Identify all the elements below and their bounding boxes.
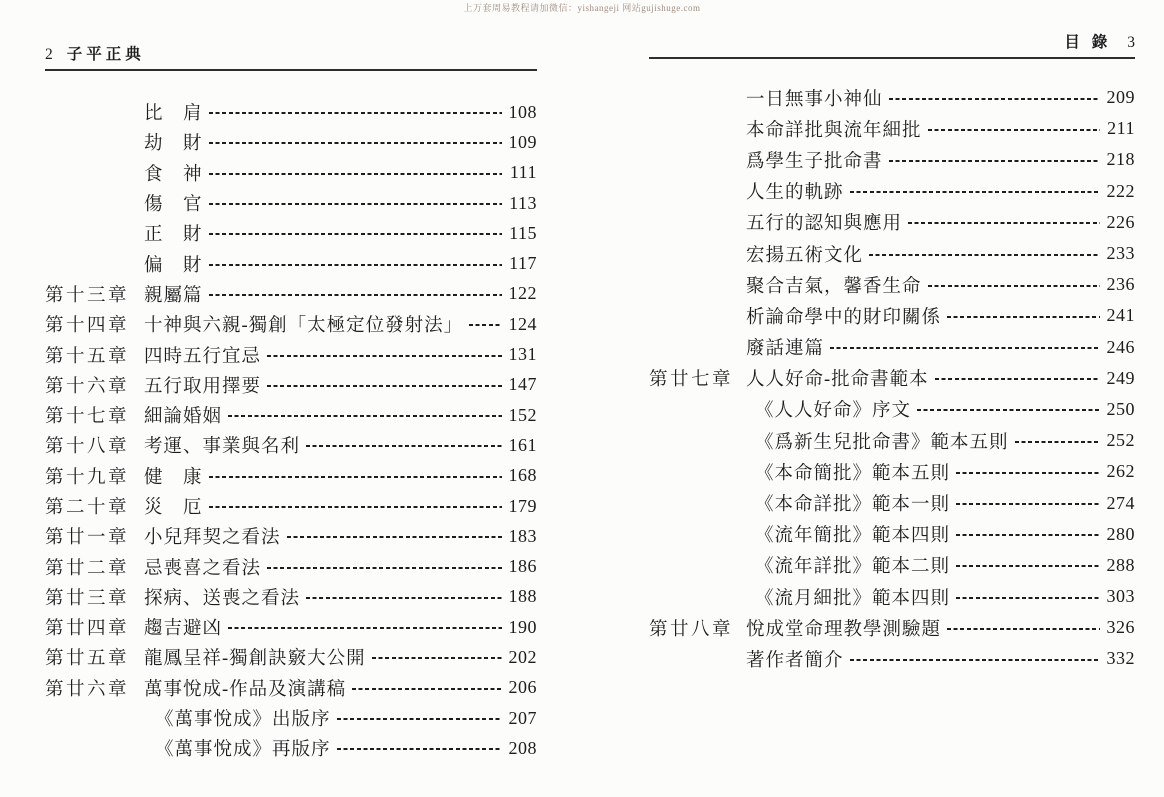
entry-page-number: 332 [1106,648,1135,669]
toc-entry [649,113,1135,144]
toc-entry [649,144,1135,175]
entry-page-number: 249 [1106,367,1135,388]
entry-page-number: 280 [1106,523,1135,544]
dotted-leader [889,160,1100,162]
entry-title: 《萬事悅成》再版序 [155,740,331,761]
toc-entry [649,82,1135,113]
chapter-label: 第廿四章 [45,619,130,640]
dotted-leader [956,534,1100,536]
entry-page-number: 252 [1106,430,1135,451]
toc-entry [649,643,1135,674]
entry-title: 劫 財 [144,134,203,155]
entry-title: 小兒拜契之看法 [144,528,281,549]
entry-title: 健 康 [144,467,203,488]
entry-page-number: 152 [508,404,537,425]
watermark-text: 上万套周易教程请加微信：yishangeji 网站gujishuge.com [463,3,701,13]
entry-title: 人生的軌跡 [746,183,844,204]
toc-entry [649,238,1135,269]
dotted-leader [209,294,502,296]
dotted-leader [928,129,1100,131]
book-page-left [45,42,537,764]
dotted-leader [209,142,502,144]
toc-entry [45,491,537,521]
entry-title: 《本命詳批》範本一則 [755,495,951,516]
entry-page-number: 241 [1106,305,1135,326]
dotted-leader [928,285,1100,287]
entry-title: 廢話連篇 [746,339,825,360]
toc-entry [45,733,537,763]
toc-entry [45,248,537,278]
dotted-leader [947,628,1100,630]
entry-page-number: 115 [509,222,537,243]
entry-page-number: 274 [1106,492,1135,513]
entry-page-number: 303 [1106,586,1135,607]
dotted-leader [469,324,502,326]
toc-entry [45,430,537,460]
entry-page-number: 122 [508,283,537,304]
entry-page-number: 124 [508,313,537,334]
toc-entry [45,612,537,642]
dotted-leader [306,597,502,599]
chapter-label: 第十四章 [45,316,130,337]
entry-page-number: 183 [508,525,537,546]
dotted-leader [209,233,502,235]
dotted-leader [209,173,502,175]
dotted-leader [209,203,502,205]
toc-entry [45,279,537,309]
dotted-leader [287,536,502,538]
dotted-leader [209,112,502,114]
chapter-label: 第廿二章 [45,558,130,579]
dotted-leader [267,567,502,569]
toc-entry [45,158,537,188]
entry-page-number: 179 [508,495,537,516]
chapter-label: 第廿六章 [45,679,130,700]
entry-page-number: 207 [508,707,537,728]
chapter-label: 第十五章 [45,346,130,367]
dotted-leader [850,191,1100,193]
chapter-label: 第廿八章 [649,619,734,640]
chapter-label: 第十七章 [45,407,130,428]
entry-title: 忌喪喜之看法 [144,558,262,579]
entry-title: 人人好命-批命書範本 [746,370,929,391]
toc-entry [649,456,1135,487]
dotted-leader [209,264,502,266]
entry-page-number: 161 [508,434,537,455]
entry-title: 比 肩 [144,104,203,125]
entry-page-number: 186 [508,556,537,577]
toc-entry [45,461,537,491]
toc-entry [45,188,537,218]
entry-title: 食 神 [144,164,203,185]
entry-page-number: 326 [1106,617,1135,638]
toc-list-right [649,82,1135,675]
entry-title: 《流年詳批》範本二則 [755,557,951,578]
entry-title: 正 財 [144,225,203,246]
entry-title: 十神與六親-獨創「太極定位發射法」 [144,316,464,337]
page-number-left: 2 [45,46,53,63]
entry-page-number: 117 [509,253,537,274]
toc-entry [649,394,1135,425]
dotted-leader [956,503,1100,505]
toc-entry [45,339,537,369]
toc-entry [45,673,537,703]
entry-title: 考運、事業與名利 [144,437,301,458]
toc-entry [45,309,537,339]
entry-title: 探病、送喪之看法 [144,588,301,609]
book-title: 子平正典 [66,46,145,63]
entry-title: 龍鳳呈祥-獨創訣竅大公開 [144,649,366,670]
entry-title: 《流月細批》範本四則 [755,588,951,609]
entry-title: 宏揚五術文化 [746,245,864,266]
chapter-label: 第十九章 [45,467,130,488]
entry-title: 《本命簡批》範本五則 [755,463,951,484]
dotted-leader [956,565,1100,567]
toc-entry [649,519,1135,550]
chapter-label: 第二十章 [45,498,130,518]
dotted-leader [267,355,502,357]
entry-page-number: 222 [1106,180,1135,201]
dotted-leader [372,657,502,659]
toc-entry [45,551,537,581]
dotted-leader [267,385,502,387]
entry-title: 《流年簡批》範本四則 [755,526,951,547]
chapter-label: 第廿一章 [45,528,130,549]
entry-title: 災 厄 [144,498,203,518]
toc-entry [45,642,537,672]
page-header-right [649,30,1135,59]
toc-entry [45,521,537,551]
entry-title: 著作者簡介 [746,650,844,671]
entry-title: 趨吉避凶 [144,619,223,640]
entry-title: 傷 官 [144,195,203,216]
toc-heading: 目 錄 [1064,34,1112,51]
entry-page-number: 211 [1107,118,1135,139]
chapter-label: 第十八章 [45,437,130,458]
entry-title: 偏 財 [144,255,203,276]
entry-title: 四時五行宜忌 [144,346,262,367]
dotted-leader [228,627,502,629]
toc-entry [649,425,1135,456]
entry-page-number: 108 [508,101,537,122]
entry-page-number: 209 [1106,87,1135,108]
entry-page-number: 111 [509,162,537,183]
toc-entry [45,127,537,157]
toc-entry [649,612,1135,643]
dotted-leader [935,378,1100,380]
entry-title: 《人人好命》序文 [755,401,912,422]
toc-entry [45,400,537,430]
dotted-leader [209,506,502,508]
page-number-right: 3 [1127,34,1135,51]
entry-page-number: 288 [1106,554,1135,575]
dotted-leader [956,597,1100,599]
dotted-leader [228,415,502,417]
dotted-leader [1015,441,1100,443]
entry-title: 一日無事小神仙 [746,89,883,110]
chapter-label: 第廿七章 [649,370,734,391]
entry-page-number: 202 [508,646,537,667]
chapter-label: 第十六章 [45,376,130,397]
entry-page-number: 208 [508,737,537,758]
entry-page-number: 113 [509,192,537,213]
entry-title: 爲學生子批命書 [746,151,883,172]
entry-page-number: 147 [508,374,537,395]
toc-entry [649,550,1135,581]
entry-title: 五行的認知與應用 [746,214,903,235]
entry-title: 《爲新生兒批命書》範本五則 [755,432,1009,453]
entry-page-number: 109 [508,131,537,152]
dotted-leader [352,688,502,690]
entry-title: 《萬事悅成》出版序 [155,710,331,731]
chapter-label: 第廿三章 [45,588,130,609]
page-header-left [45,42,537,71]
dotted-leader [917,409,1100,411]
entry-title: 萬事悅成-作品及演講稿 [144,679,347,700]
toc-entry [45,370,537,400]
toc-entry [649,487,1135,518]
dotted-leader [947,316,1100,318]
toc-entry [649,363,1135,394]
chapter-label: 第廿五章 [45,649,130,670]
entry-page-number: 188 [508,586,537,607]
toc-entry [45,582,537,612]
dotted-leader [337,748,502,750]
dotted-leader [209,476,502,478]
toc-entry [649,332,1135,363]
entry-page-number: 233 [1106,243,1135,264]
dotted-leader [306,445,502,447]
toc-entry [45,218,537,248]
entry-title: 細論婚姻 [144,407,223,428]
entry-title: 五行取用擇要 [144,376,262,397]
toc-entry [45,703,537,733]
dotted-leader [956,472,1100,474]
chapter-label: 第十三章 [45,285,130,306]
dotted-leader [337,718,502,720]
toc-entry [649,300,1135,331]
dotted-leader [889,98,1100,100]
dotted-leader [850,659,1100,661]
entry-page-number: 226 [1106,211,1135,232]
toc-entry [649,176,1135,207]
entry-page-number: 246 [1106,336,1135,357]
book-page-right [649,30,1135,675]
dotted-leader [869,254,1100,256]
entry-page-number: 218 [1106,149,1135,170]
toc-entry [649,581,1135,612]
toc-entry [649,269,1135,300]
toc-entry [45,97,537,127]
entry-title: 親屬篇 [144,285,203,306]
entry-title: 本命詳批與流年細批 [746,120,922,141]
entry-page-number: 206 [508,677,537,698]
dotted-leader [830,347,1100,349]
entry-title: 悅成堂命理教學測驗題 [746,619,942,640]
toc-list-left [45,97,537,764]
entry-title: 聚合吉氣，馨香生命 [746,276,922,297]
entry-page-number: 236 [1106,274,1135,295]
entry-page-number: 131 [508,344,537,365]
toc-entry [649,207,1135,238]
entry-page-number: 190 [508,616,537,637]
entry-page-number: 250 [1106,398,1135,419]
entry-page-number: 262 [1106,461,1135,482]
dotted-leader [908,222,1100,224]
entry-page-number: 168 [508,465,537,486]
entry-title: 析論命學中的財印關係 [746,307,942,328]
